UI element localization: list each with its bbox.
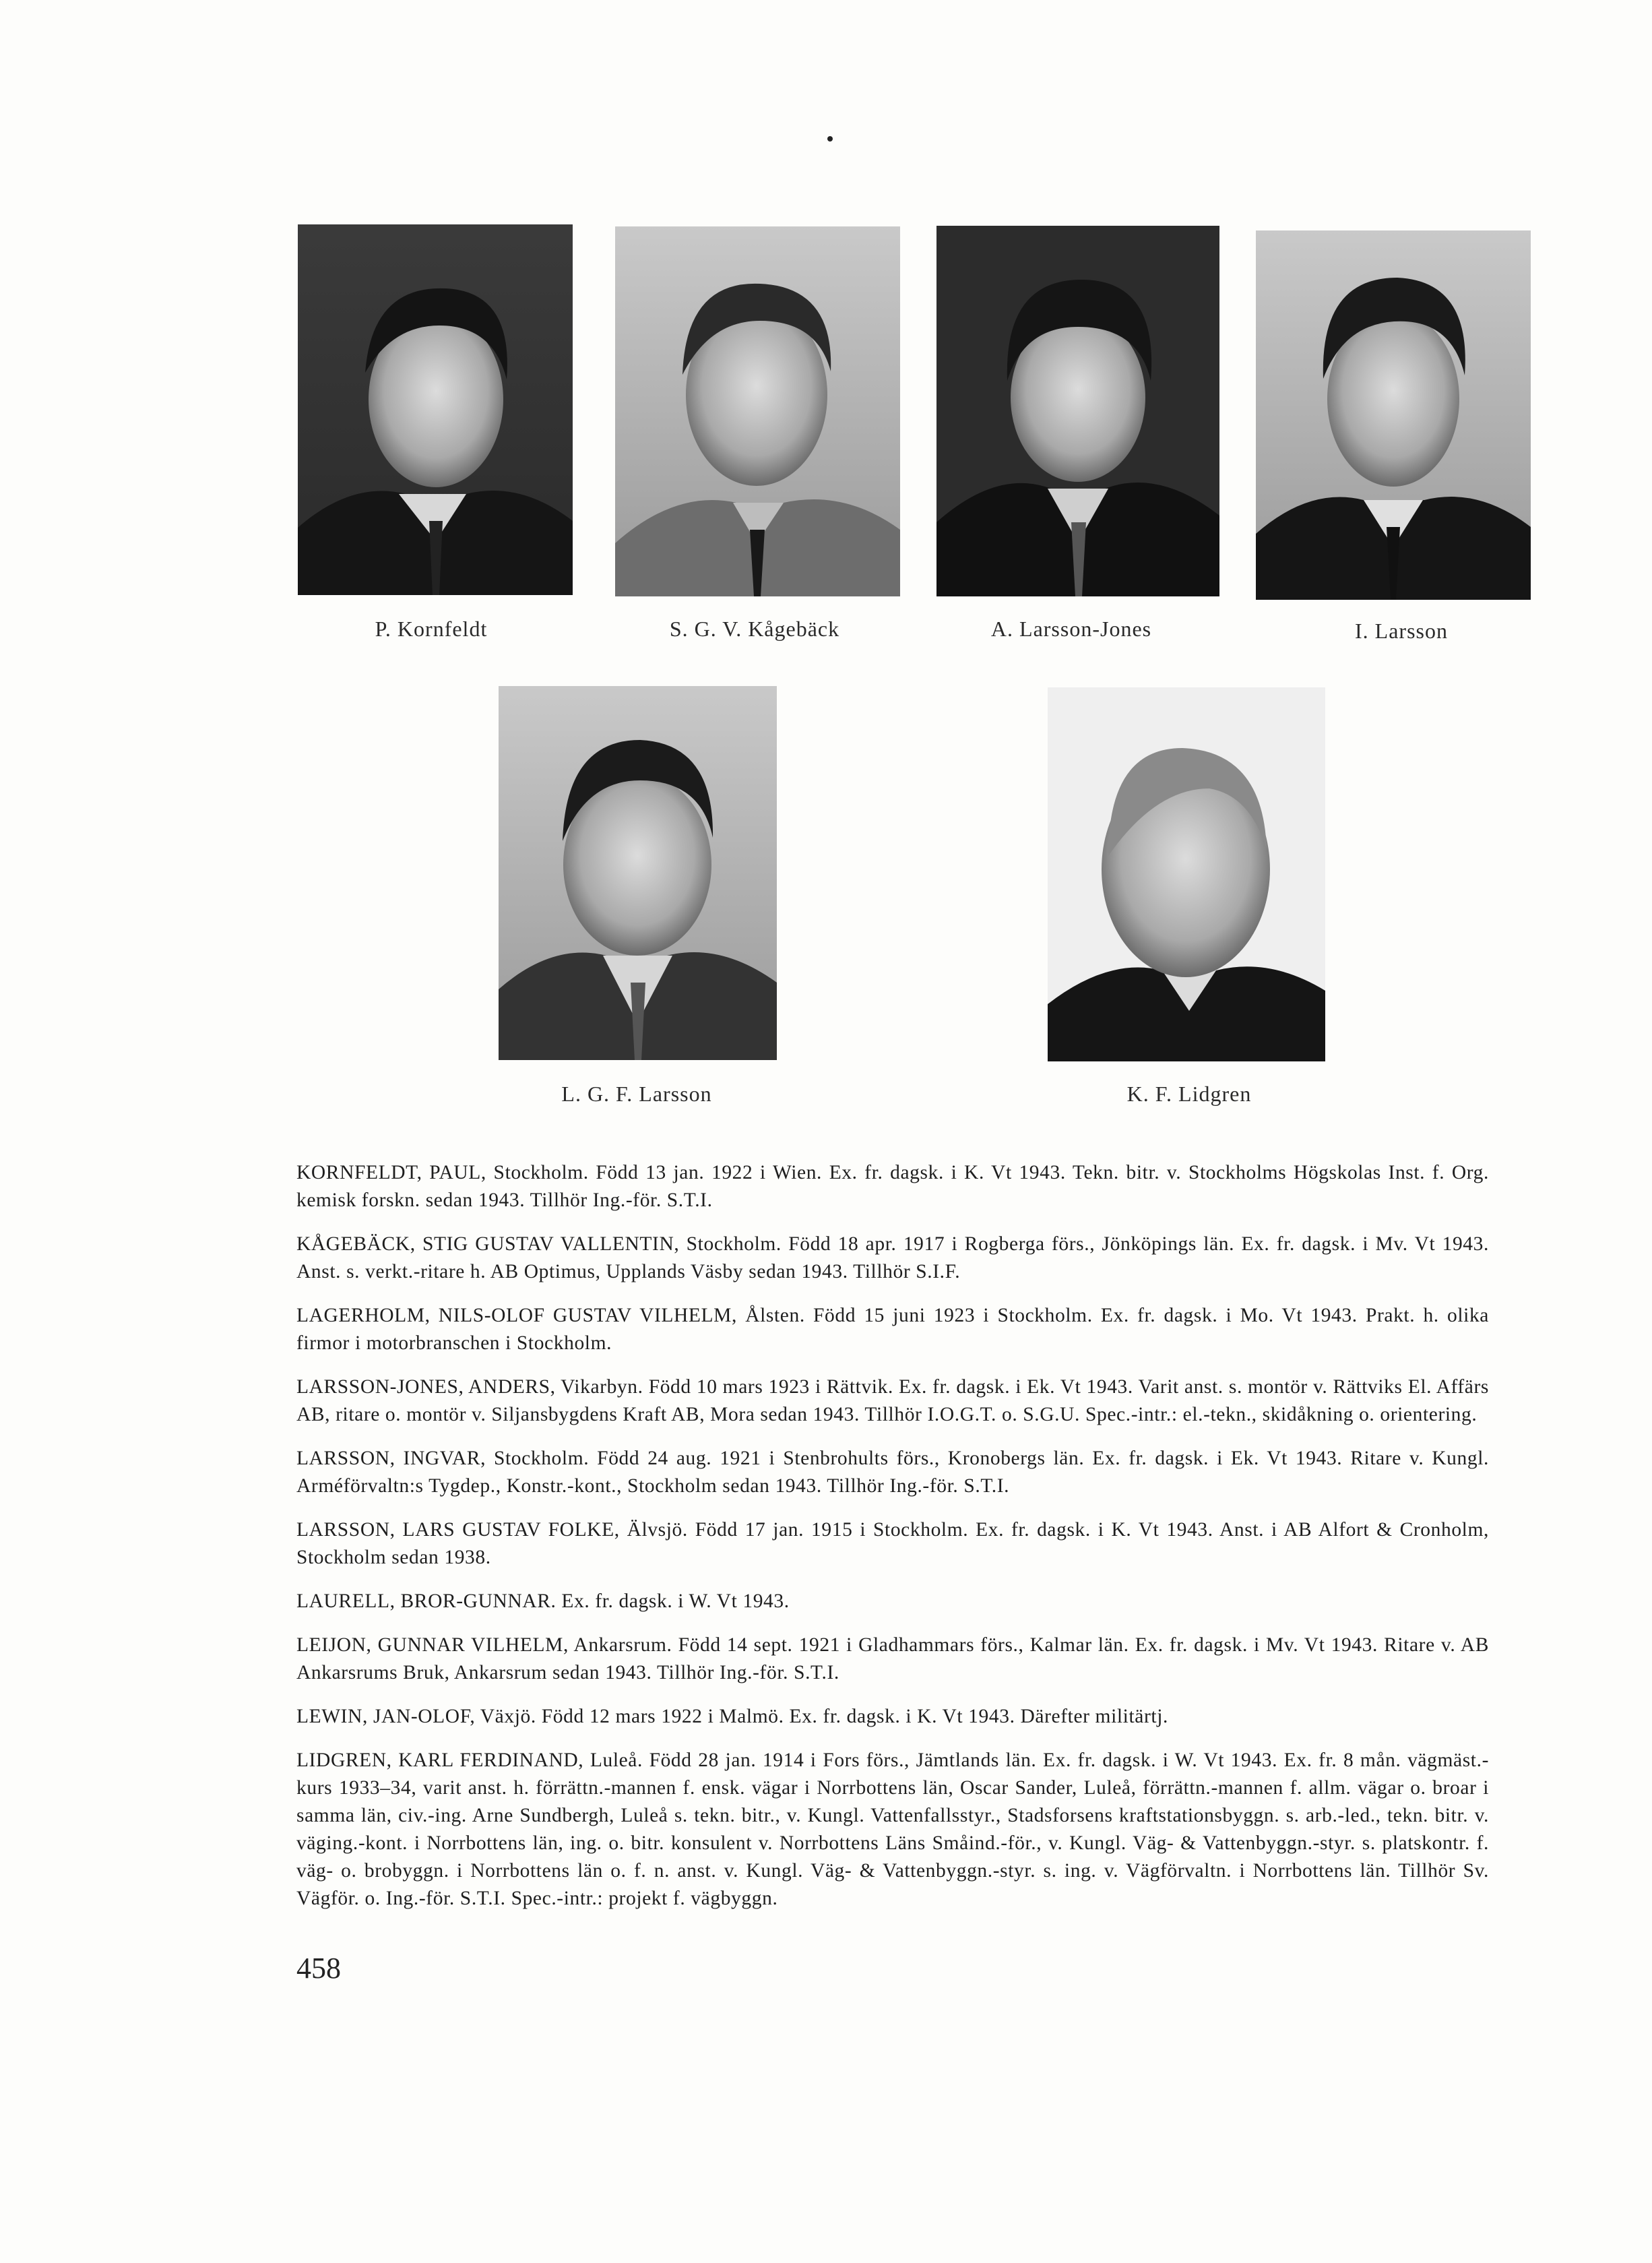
portrait-caption: S. G. V. Kågebäck [669,617,840,641]
biography-entry: KORNFELDT, PAUL, Stockholm. Född 13 jan. 1922 i Wien. Ex. fr. dagsk. i K. Vt 1943. Tekn. bitr. v. Stockholms Högskolas Inst. f. Org. kemisk forskn. sedan 1943. Tillhör Ing.-för. S.T.I. [296,1162,1489,1211]
biography-entry: LARSSON, INGVAR, Stockholm. Född 24 aug. 1921 i Stenbrohults förs., Kronobergs län. Ex. fr. dagsk. i Ek. Vt 1943. Ritare v. Kungl. Arméförvaltn:s Tygdep., Konstr.-kont., Stockholm sedan 1943. Tillhör Ing.-för. S.T.I. [296,1448,1489,1497]
biography-entry: LEIJON, GUNNAR VILHELM, Ankarsrum. Född 14 sept. 1921 i Gladhammars förs., Kalmar län. Ex. fr. dagsk. i Mv. Vt 1943. Ritare v. AB Ankarsrums Bruk, Ankarsrum sedan 1943. Tillhör Ing.-för. S.T.I. [296,1634,1489,1683]
biography-entry: LIDGREN, KARL FERDINAND, Luleå. Född 28 jan. 1914 i Fors förs., Jämtlands län. Ex. fr. dagsk. i W. Vt 1943. Ex. fr. 8 mån. vägmäst.-kurs 1933–34, varit anst. h. förrättn.-mannen f. ensk. vägar i Norrbottens län, Oscar Sander, Luleå, förrättn.-mannen f. allm. vägar o. broar i samma län, civ.-ing. Arne Sundbergh, Luleå s. tekn. bitr., v. Kungl. Vattenfallsstyr., Stadsforsens kraftstationsbyggn. s. arb.-led., tekn. bitr. v. väging.-kont. i Norrbottens län, ing. o. bitr. konsulent v. Norrbottens Läns Småind.-för., v. Kungl. Väg- & Vattenbyggn.-styr. s. platskontr. f. väg- o. brobyggn. i Norrbottens län o. f. n. anst. v. Kungl. Väg- & Vattenbyggn.-styr. s. ing. v. Vägförvaltn. i Norrbottens län. Tillhör Sv. Vägför. o. Ing.-för. S.T.I. Spec.-intr.: projekt f. vägbyggn. [296,1749,1489,1909]
biography-entry: LEWIN, JAN-OLOF, Växjö. Född 12 mars 1922 i Malmö. Ex. fr. dagsk. i K. Vt 1943. Därefter militärtj. [296,1706,1168,1727]
portrait-caption: K. F. Lidgren [1126,1082,1252,1106]
portrait-caption: P. Kornfeldt [375,617,488,641]
portrait-caption: L. G. F. Larsson [561,1082,712,1106]
biography-entry: LAGERHOLM, NILS-OLOF GUSTAV VILHELM, Ålsten. Född 15 juni 1923 i Stockholm. Ex. fr. dagsk. i Mo. Vt 1943. Prakt. h. olika firmor i motorbranschen i Stockholm. [296,1305,1489,1354]
biography-entry: LARSSON-JONES, ANDERS, Vikarbyn. Född 10 mars 1923 i Rättvik. Ex. fr. dagsk. i Ek. Vt 1943. Varit anst. s. montör v. Rättviks El. Affärs AB, ritare o. montör v. Siljansbygdens Kraft AB, Mora sedan 1943. Tillhör I.O.G.T. o. S.G.U. Spec.-intr.: el.-tekn., skidåkning o. orientering. [296,1376,1489,1425]
portrait-caption: A. Larsson-Jones [990,617,1152,641]
portrait-photo-lgf-larsson [499,686,777,1060]
biography-entry: KÅGEBÄCK, STIG GUSTAV VALLENTIN, Stockholm. Född 18 apr. 1917 i Rogberga förs., Jönköpings län. Ex. fr. dagsk. i Mv. Vt 1943. Anst. s. verkt.-ritare h. AB Optimus, Upplands Väsby sedan 1943. Tillhör S.I.F. [296,1233,1489,1282]
portrait-photo-lidgren [1048,687,1325,1061]
portrait-photo-i-larsson [1256,230,1531,600]
biography-entry: LAURELL, BROR-GUNNAR. Ex. fr. dagsk. i W. Vt 1943. [296,1590,790,1612]
biography-list [296,1159,1489,1929]
portrait-photo-kornfeldt [298,224,573,595]
biography-entry: LARSSON, LARS GUSTAV FOLKE, Älvsjö. Född 17 jan. 1915 i Stockholm. Ex. fr. dagsk. i K. Vt 1943. Anst. i AB Alfort & Cronholm, Stockholm sedan 1938. [296,1519,1489,1568]
portrait-caption: I. Larsson [1355,619,1448,643]
portrait-photo-larsson-jones [936,226,1219,596]
page-number: 458 [296,1952,341,1985]
print-mark [827,136,833,142]
portrait-photo-kagebaeck [615,226,900,596]
